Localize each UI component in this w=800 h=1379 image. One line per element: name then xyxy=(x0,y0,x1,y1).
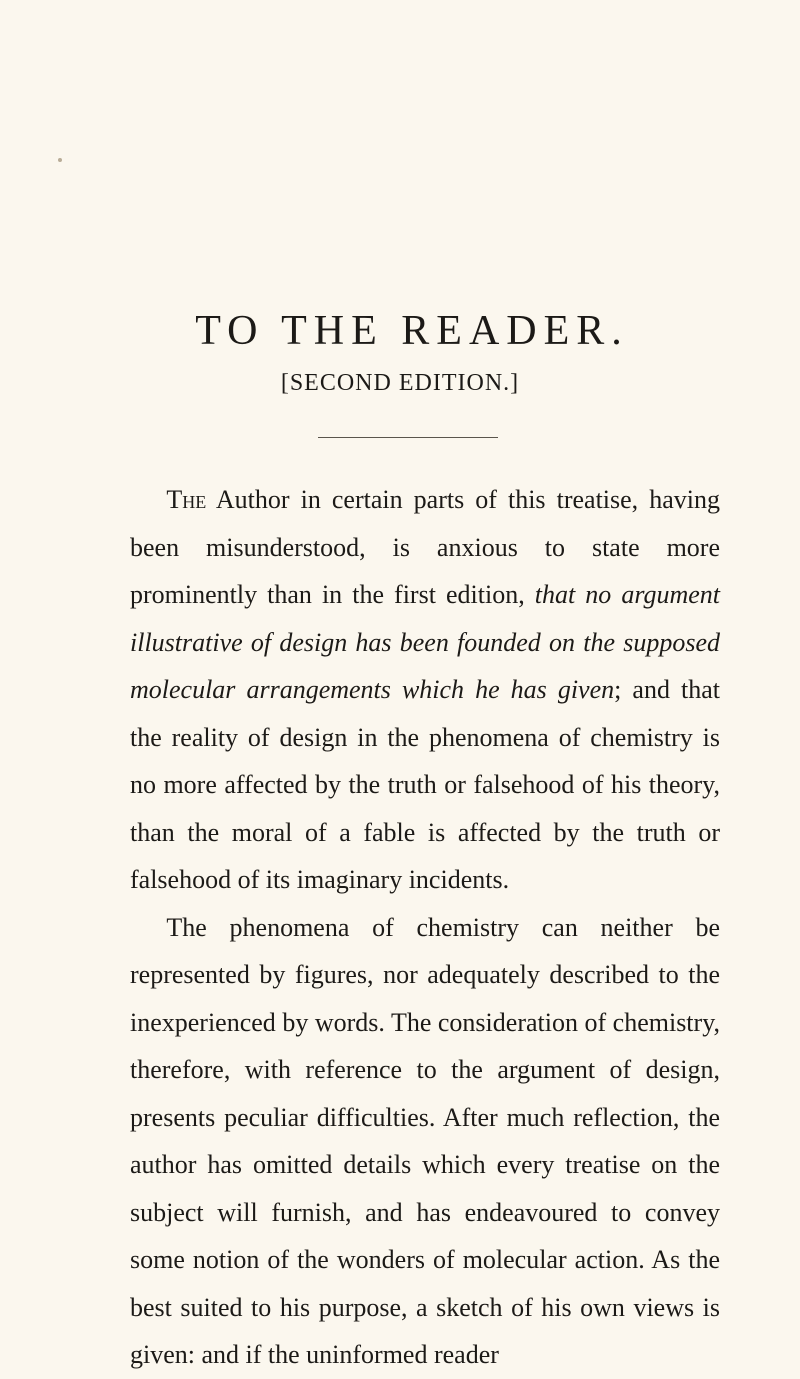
paper-speck xyxy=(58,158,62,162)
divider-rule xyxy=(318,437,498,438)
paragraph-1 xyxy=(130,476,720,904)
paragraph-1-lead-word: The xyxy=(166,485,207,514)
paragraph-1-text-start: Author in certain parts of this treatise, having been misunderstood, is anxious to state more prominently than in the first edition, xyxy=(130,485,720,609)
body-text xyxy=(130,476,720,1379)
paragraph-1-italic-text: that no argument illustrative of design has been founded on the supposed molecular arrangements which he has given xyxy=(130,580,721,704)
paragraph-1-text-end: ; and that the reality of design in the phenomena of chemistry is no more affected by the truth or falsehood of his theory, than the moral of a fable is affected by the truth or falsehood of its imaginary incidents. xyxy=(130,675,720,894)
paragraph-2: The phenomena of chemistry can neither be represented by figures, nor adequately described to the inexperienced by words. The consideration of chemistry, therefore, with reference to the argument of design, presents peculiar difficulties. After much reflection, the author has omitted details which every treatise on the subject will furnish, and has endeavoured to convey some notion of the wonders of molecular action. As the best suited to his purpose, a sketch of his own views is given: and if the uninformed reader xyxy=(130,912,720,1369)
page-heading: TO THE READER. xyxy=(195,308,629,354)
edition-label: [SECOND EDITION.] xyxy=(280,370,520,396)
